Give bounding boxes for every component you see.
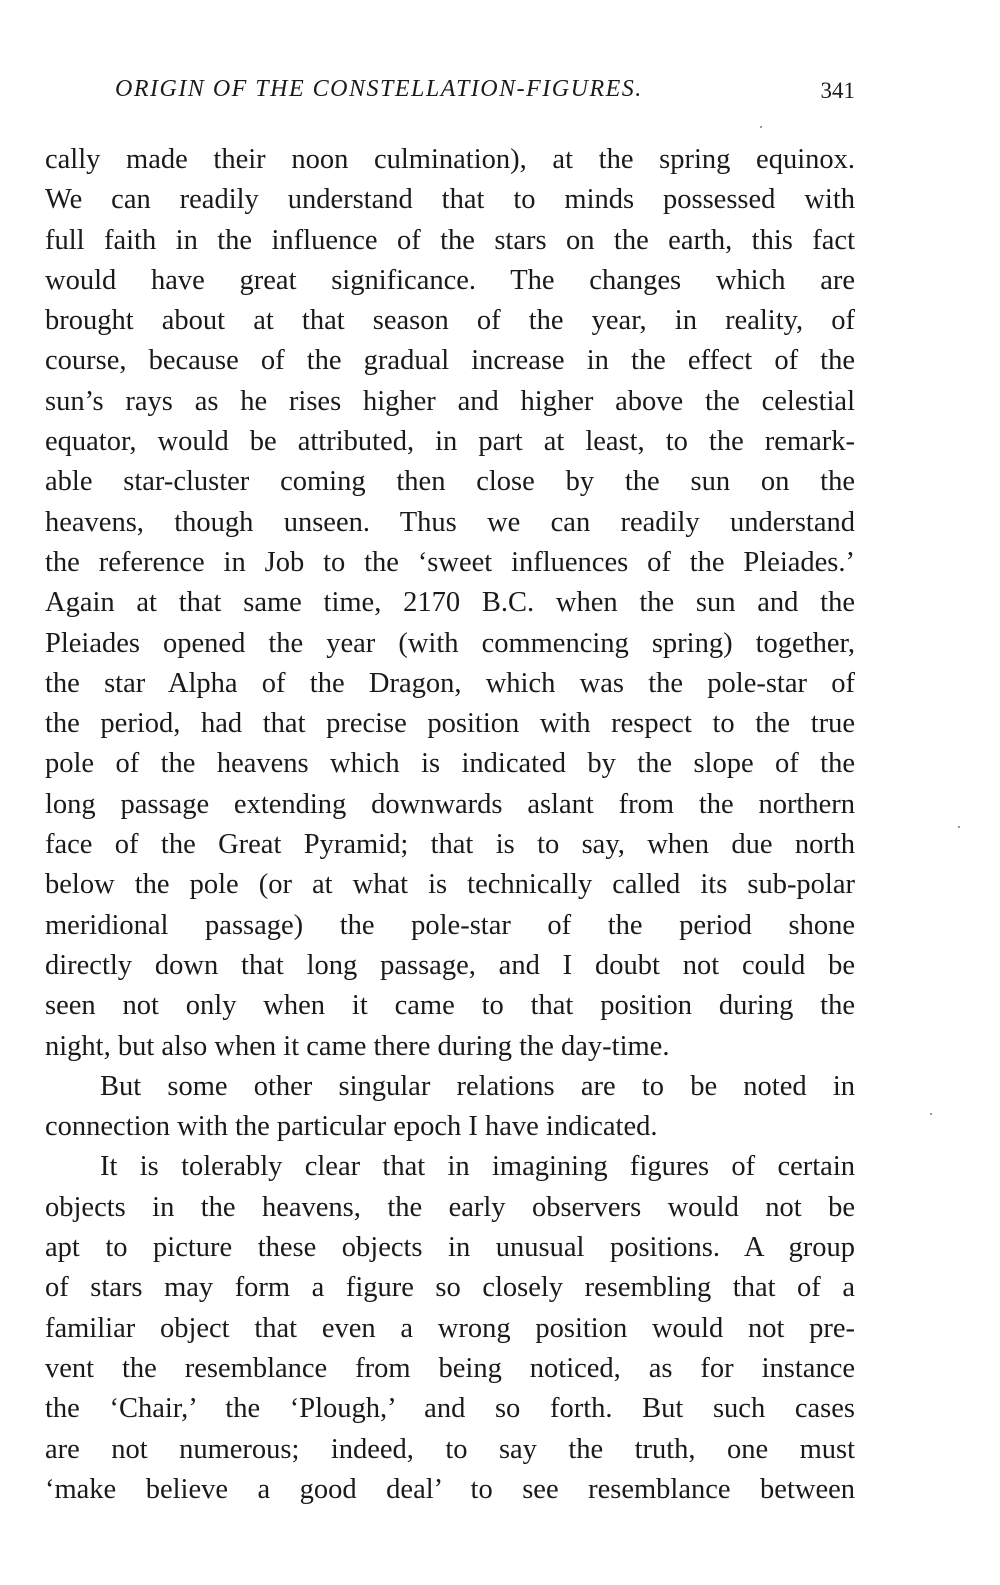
running-head [115,76,855,116]
text-line: the period, had that precise position with respect to the true [45,708,855,740]
text-line: cally made their noon culmination), at the spring equinox. [45,144,855,175]
text-line: below the pole (or at what is technically called its sub-polar [45,869,855,901]
text-line: long passage extending downwards aslant from the northern [45,788,855,820]
text-line: able star-cluster coming then close by the sun on the [45,466,855,498]
text-line: course, because of the gradual increase in the effect of the [45,345,855,377]
text-line: ‘make believe a good deal’ to see resemblance between [45,1473,855,1505]
text-line: equator, would be attributed, in part at least, to the remark- [45,426,855,458]
text-line: seen not only when it came to that position during the [45,990,855,1022]
text-line: apt to picture these objects in unusual positions. A group [45,1232,855,1264]
text-line: brought about at that season of the year, in reality, of [45,305,855,337]
text-line: the reference in Job to the ‘sweet influences of the Pleiades.’ [45,546,855,578]
text-line: sun’s rays as he rises higher and higher above the celestial [45,385,855,417]
text-line: directly down that long passage, and I doubt not could be [45,949,855,981]
text-line: of stars may form a figure so closely resembling that of a [45,1272,855,1304]
text-line: meridional passage) the pole-star of the period shone [45,909,855,941]
text-line: heavens, though unseen. Thus we can readily understand [45,506,855,538]
print-speck [930,1113,932,1115]
running-title: ORIGIN OF THE CONSTELLATION-FIGURES. [115,76,643,102]
text-line: But some other singular relations are to be noted in [100,1070,855,1102]
body-text [45,140,855,1510]
text-line: Pleiades opened the year (with commencing spring) together, [45,627,855,659]
text-line: would have great significance. The changes which are [45,264,855,296]
text-line: objects in the heavens, the early observers would not be [45,1191,855,1223]
print-speck [760,126,762,128]
text-line: connection with the particular epoch I have indicated. [45,1111,658,1143]
text-line: We can readily understand that to minds possessed with [45,184,855,216]
text-line: the star Alpha of the Dragon, which was the pole-star of [45,667,855,699]
text-line: face of the Great Pyramid; that is to say, when due north [45,829,855,861]
text-line: It is tolerably clear that in imagining figures of certain [100,1151,855,1183]
text-line: Again at that same time, 2170 B.C. when the sun and the [45,587,855,619]
text-line: pole of the heavens which is indicated by the slope of the [45,748,855,780]
text-line: vent the resemblance from being noticed, as for instance [45,1352,855,1384]
page-number: 341 [820,78,855,103]
text-line: familiar object that even a wrong position would not pre- [45,1312,855,1344]
text-line: the ‘Chair,’ the ‘Plough,’ and so forth. But such cases [45,1393,855,1425]
print-speck [958,826,960,828]
text-line: night, but also when it came there during the day-time. [45,1030,670,1062]
text-line: are not numerous; indeed, to say the truth, one must [45,1433,855,1465]
text-line: full faith in the influence of the stars on the earth, this fact [45,224,855,256]
